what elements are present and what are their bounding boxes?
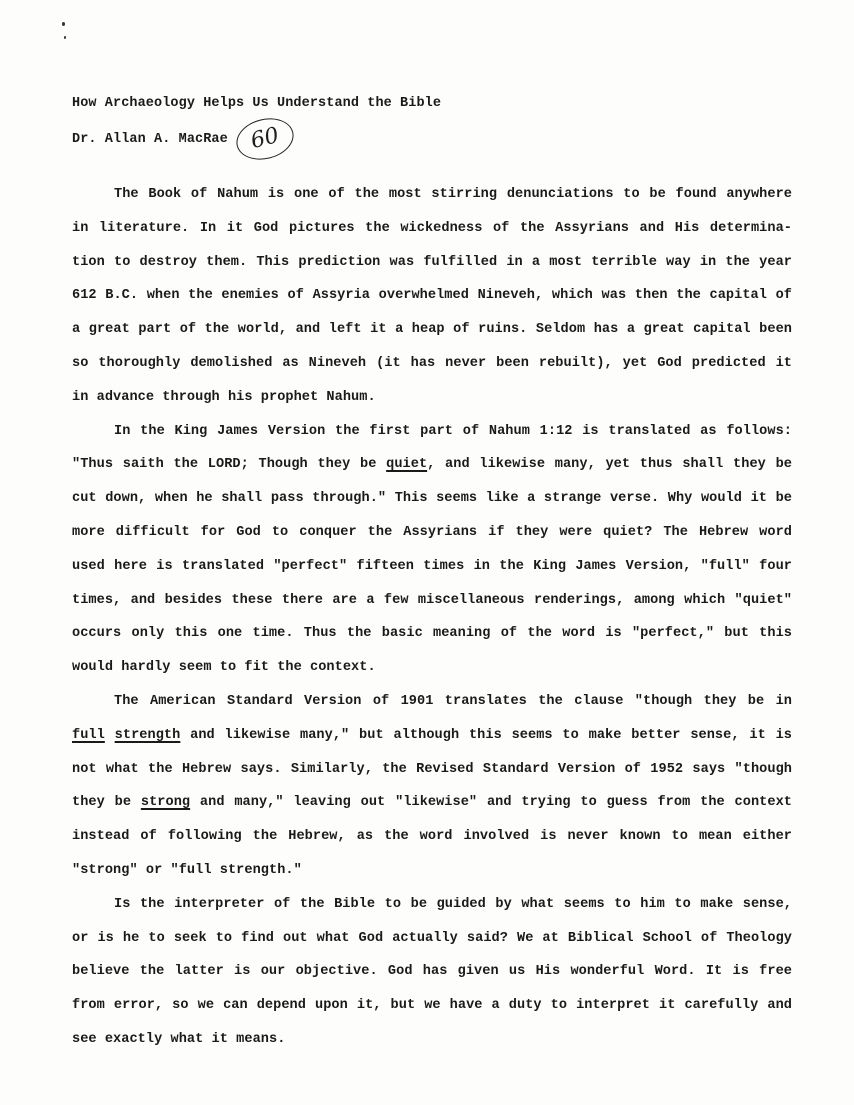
- paragraph-3-text: The American Standard Version of 1901 translates the clause "though they be in: [114, 693, 792, 709]
- handwritten-page-number: 60: [232, 113, 298, 166]
- paragraph-3-text: and many," leaving out "likewise" and trying to guess from the context instead of following the Hebrew, as the word involved is never known to mean either "strong" or "full strength.": [72, 795, 792, 878]
- underlined-word-strength: strength: [114, 727, 181, 743]
- underlined-word-quiet: quiet: [386, 457, 428, 473]
- paragraph-2-text: In the King James Version the first part of Nahum 1:12 is translated as follows: "Thus saith the LORD; Though they be: [72, 423, 792, 473]
- paragraph-1: The Book of Nahum is one of the most stirring denunciations to be found anywhere in literature. In it God pictures the wickedness of the Assyrians and His determina-tion to destroy them. This prediction was fulfilled in a most terrible way in the year 612 B.C. when the enemies of Assyria overwhelmed Nineveh, which was then the capital of a great part of the world, and left it a heap of ruins. Seldom has a great capital been so thoroughly demolished as Nineveh (it has never been rebuilt), yet God predicted it in advance through his prophet Nahum.: [72, 187, 792, 405]
- underlined-word-strong: strong: [140, 795, 191, 811]
- document-title: How Archaeology Helps Us Understand the Bible: [72, 96, 442, 111]
- paragraph-4: Is the interpreter of the Bible to be guided by what seems to him to make sense, or is he to seek to find out what God actually said? We at Biblical School of Theology believe the latter is our objective. God has given us His wonderful Word. It is free from error, so we can depend upon it, but we have a duty to interpret it carefully and see exactly what it means.: [72, 896, 792, 1047]
- paragraph-2-text: , and likewise many, yet thus shall they be cut down, when he shall pass through." This seems like a strange verse. Why would it be more difficult for God to conquer the Assyrians if they were quiet? The Hebrew word used here is translated "perfect" fifteen times in the King James Version, "full" four times, and besides these there are a few miscellaneous renderings, among which "quiet" occurs only this one time. Thus the basic meaning of the word is "perfect," but this would hardly seem to fit the context.: [72, 457, 792, 676]
- document-author: Dr. Allan A. MacRae: [72, 132, 228, 147]
- paragraph-3-space: [105, 728, 115, 743]
- underlined-word-full: full: [72, 727, 105, 743]
- document-body: [72, 178, 792, 1057]
- scan-speck: [64, 36, 66, 39]
- scan-speck: [62, 22, 65, 26]
- paragraph-2: [72, 415, 792, 685]
- paragraph-3-text: and likewise many," but although this seems to make better sense, it is not what the Hebrew says. Similarly, the Revised Standard Version of 1952 says "though they be: [72, 727, 792, 811]
- paragraph-3: [72, 685, 792, 888]
